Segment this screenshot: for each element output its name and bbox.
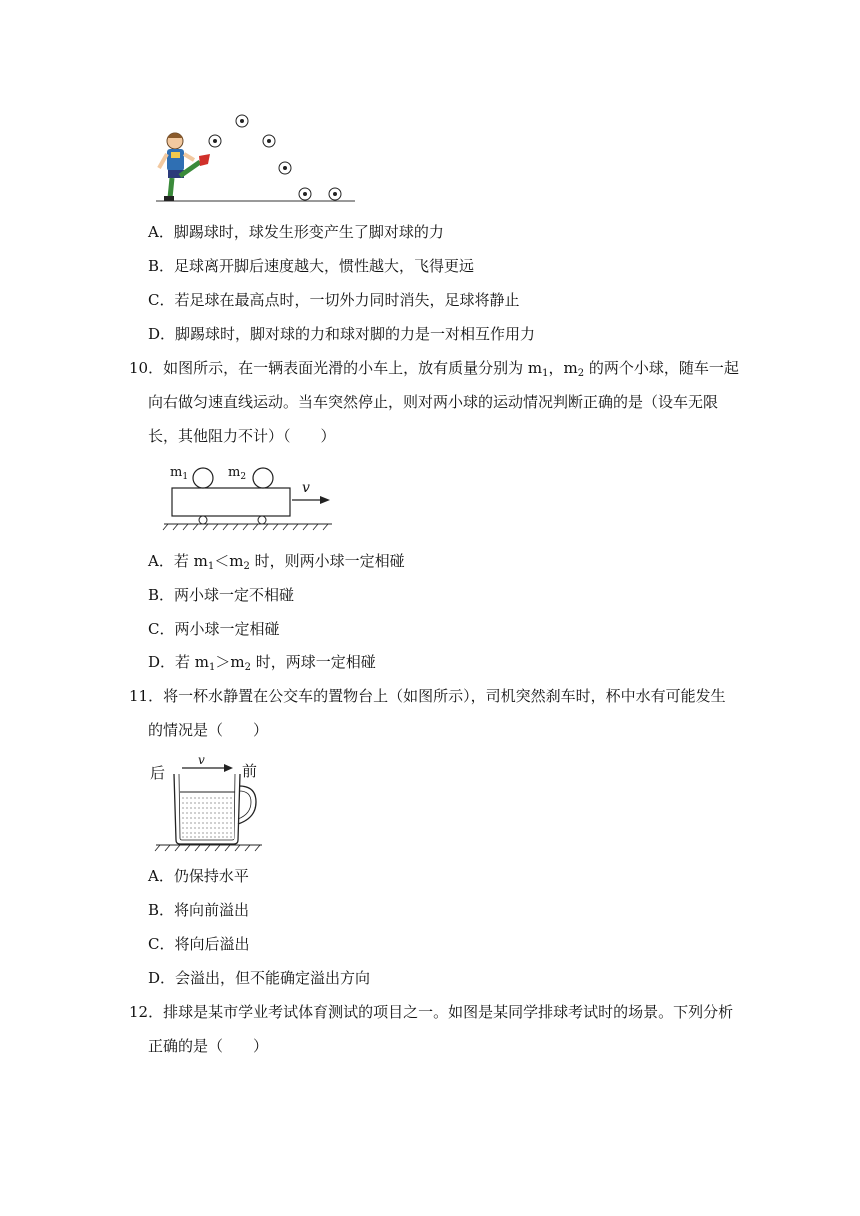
svg-text:m2 [228,465,246,482]
label-back: 后 [150,764,166,782]
boy-illustration [159,133,210,201]
q11-option-b: B．将向前溢出 [148,901,250,919]
arrow-head-icon [224,764,233,772]
ball-trajectory [209,115,341,200]
q12-stem-line1: 12．排球是某市学业考试体育测试的项目之一。如图是某同学排球考试时的场景。下列分析 [129,1003,734,1021]
cart-wheel [199,516,207,524]
football-kick-figure [150,108,360,206]
q10-option-d: D．若 $m_1>m_2$ 时，两球一定相碰 [148,653,376,673]
q11-option-c: C．将向后溢出 [148,935,250,953]
label-m1: m [170,465,183,480]
cart-with-balls-figure [160,460,340,532]
q10-stem-line2: 向右做匀速直线运动。当车突然停止，则对两小球的运动情况判断正确的是（设车无限 [148,393,719,411]
cup-handle [238,786,256,824]
ball-m2 [253,468,273,488]
label-m2-sub: 2 [240,472,247,482]
label-m1-sub: 1 [182,472,189,482]
q9-option-d: D．脚踢球时，脚对球的力和球对脚的力是一对相互作用力 [148,325,536,343]
arrow-head-icon [320,496,330,504]
label-v: v [198,753,205,767]
q9-option-c: C．若足球在最高点时，一切外力同时消失，足球将静止 [148,291,520,309]
label-front: 前 [242,762,258,780]
q9-option-b: B．足球离开脚后速度越大，惯性越大，飞得更远 [148,257,475,275]
label-v: v [302,480,310,496]
ball-m1 [193,468,213,488]
q11-option-d: D．会溢出，但不能确定溢出方向 [148,969,371,987]
q11-stem-line2: 的情况是（ ） [148,721,269,739]
q11-option-a: A．仍保持水平 [148,867,249,885]
cart-wheel [258,516,266,524]
cup-of-water-figure [148,752,268,854]
q10-option-a: A．若 $m_1<m_2$ 时，则两小球一定相碰 [148,552,405,572]
q10-option-c: C．两小球一定相碰 [148,620,280,638]
q10-stem-line3: 长，其他阻力不计）（ ） [148,427,336,445]
water-surface [181,792,234,839]
svg-text:m1 [170,465,188,482]
label-m2: m [228,465,241,480]
q12-stem-line2: 正确的是（ ） [148,1037,269,1055]
q9-option-a: A．脚踢球时，球发生形变产生了脚对球的力 [148,223,444,241]
q11-stem-line1: 11．将一杯水静置在公交车的置物台上（如图所示），司机突然刹车时，杯中水有可能发生 [129,687,726,705]
q10-stem-line1: 10．如图所示，在一辆表面光滑的小车上，放有质量分别为 $m_1$，$m_2$ 的两个小球，随车一起 [129,359,739,379]
q10-option-b: B．两小球一定不相碰 [148,586,295,604]
cart-body [172,488,290,516]
